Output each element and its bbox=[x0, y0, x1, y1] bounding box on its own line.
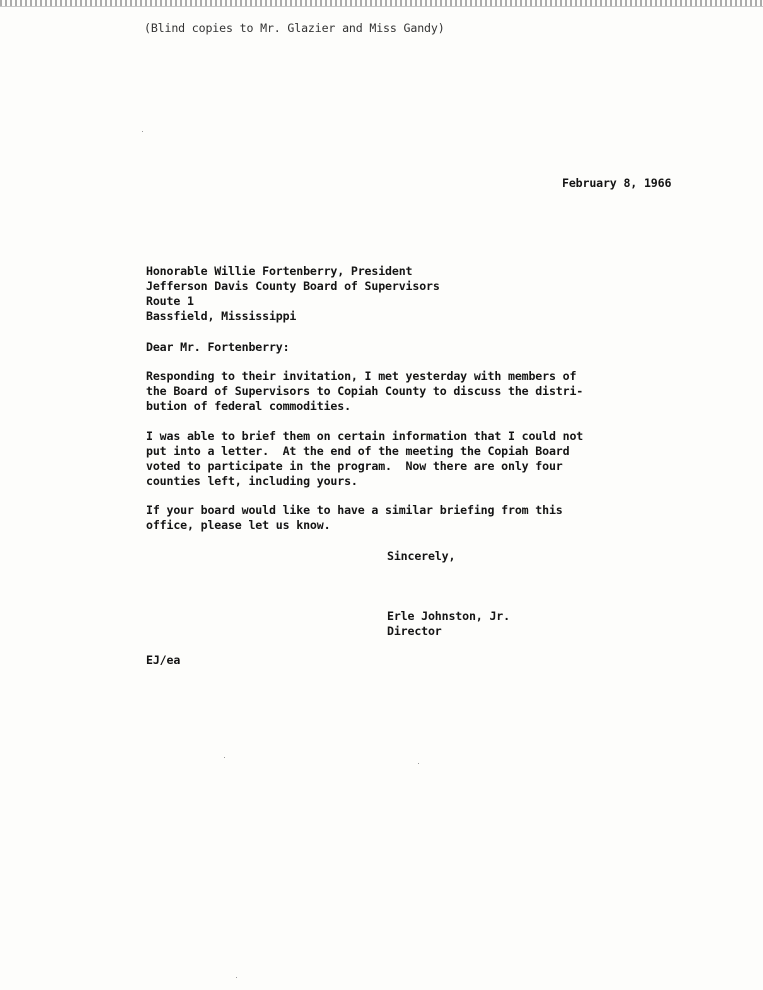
torn-top-edge bbox=[0, 0, 763, 6]
recipient-name-line: Honorable Willie Fortenberry, President bbox=[146, 264, 413, 278]
recipient-city-line: Bassfield, Mississippi bbox=[146, 309, 297, 323]
paragraph-1-line-3: bution of federal commodities. bbox=[146, 399, 351, 413]
paragraph-2-line-2: put into a letter. At the end of the meeting the Copiah Board bbox=[146, 444, 570, 458]
scan-speck bbox=[142, 131, 143, 132]
blind-copies-note: (Blind copies to Mr. Glazier and Miss Gandy) bbox=[144, 21, 445, 35]
paragraph-3-line-2: office, please let us know. bbox=[146, 518, 331, 532]
paragraph-1-line-1: Responding to their invitation, I met yesterday with members of bbox=[146, 369, 577, 383]
paragraph-3-line-1: If your board would like to have a similar briefing from this bbox=[146, 503, 563, 517]
typist-initials: EJ/ea bbox=[146, 653, 181, 667]
letter-date: February 8, 1966 bbox=[562, 176, 672, 190]
closing: Sincerely, bbox=[387, 549, 456, 563]
scan-speck bbox=[224, 757, 225, 758]
scan-speck bbox=[418, 763, 419, 764]
recipient-route-line: Route 1 bbox=[146, 294, 194, 308]
recipient-org-line: Jefferson Davis County Board of Supervisors bbox=[146, 279, 440, 293]
paragraph-2-line-3: voted to participate in the program. Now there are only four bbox=[146, 459, 563, 473]
salutation: Dear Mr. Fortenberry: bbox=[146, 340, 290, 354]
paragraph-2-line-1: I was able to brief them on certain information that I could not bbox=[146, 429, 584, 443]
signature-name: Erle Johnston, Jr. bbox=[387, 609, 510, 623]
signature-title: Director bbox=[387, 624, 442, 638]
scan-speck bbox=[236, 977, 237, 978]
paragraph-1-line-2: the Board of Supervisors to Copiah County to discuss the distri- bbox=[146, 384, 584, 398]
paragraph-2-line-4: counties left, including yours. bbox=[146, 474, 358, 488]
